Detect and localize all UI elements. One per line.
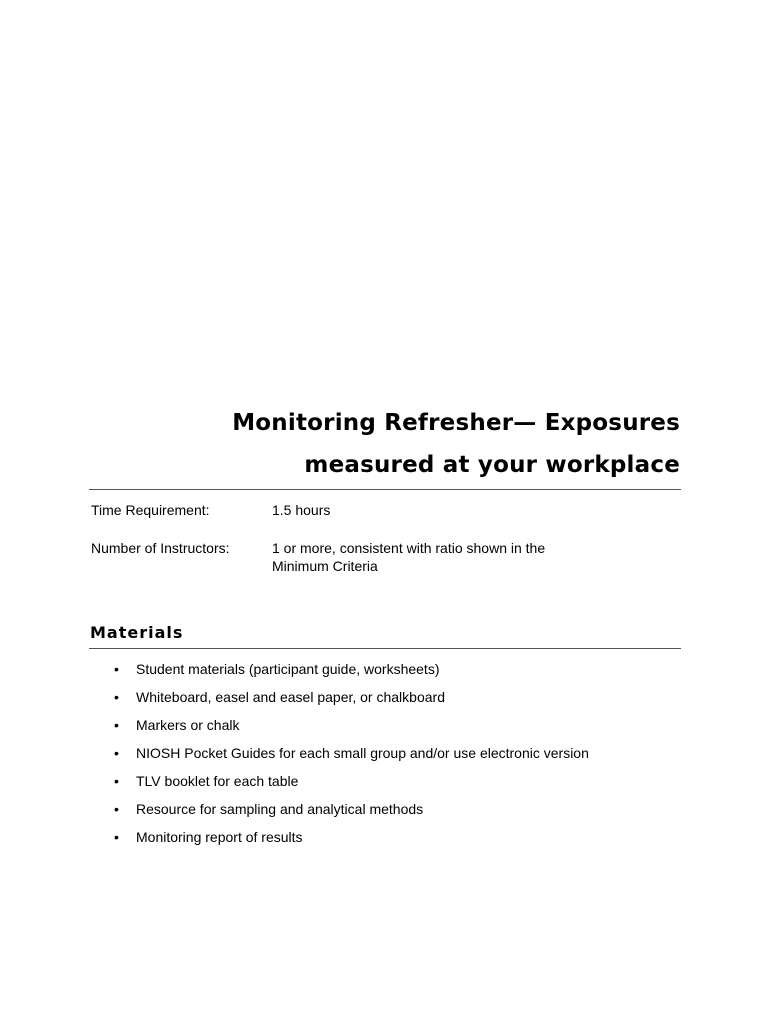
list-item-text: Whiteboard, easel and easel paper, or chalkboard: [136, 689, 445, 705]
bullet-icon: •: [114, 689, 119, 705]
materials-divider: [89, 648, 681, 649]
time-requirement-label: Time Requirement:: [91, 502, 210, 518]
instructors-value: 1 or more, consistent with ratio shown in the Minimum Criteria: [272, 540, 546, 574]
instructors-label: Number of Instructors:: [91, 540, 230, 556]
bullet-icon: •: [114, 829, 119, 845]
list-item-text: Resource for sampling and analytical methods: [136, 801, 424, 817]
bullet-icon: •: [114, 745, 119, 761]
bullet-icon: •: [114, 661, 119, 677]
list-item-text: Student materials (participant guide, worksheets): [136, 661, 440, 677]
bullet-icon: •: [114, 717, 119, 733]
title-divider: [89, 489, 681, 490]
page-title-line-2: measured at your workplace: [304, 452, 680, 478]
bullet-icon: •: [114, 773, 119, 789]
list-item-text: TLV booklet for each table: [136, 773, 299, 789]
page-title: [232, 402, 680, 486]
list-item-text: Markers or chalk: [136, 717, 240, 733]
list-item-text: Monitoring report of results: [136, 829, 303, 845]
materials-heading: Materials: [90, 623, 184, 642]
page-title-line-1: Monitoring Refresher— Exposures: [232, 410, 680, 436]
list-item-text: NIOSH Pocket Guides for each small group and/or use electronic version: [136, 745, 589, 761]
time-requirement-value: 1.5 hours: [272, 502, 331, 518]
bullet-icon: •: [114, 801, 119, 817]
